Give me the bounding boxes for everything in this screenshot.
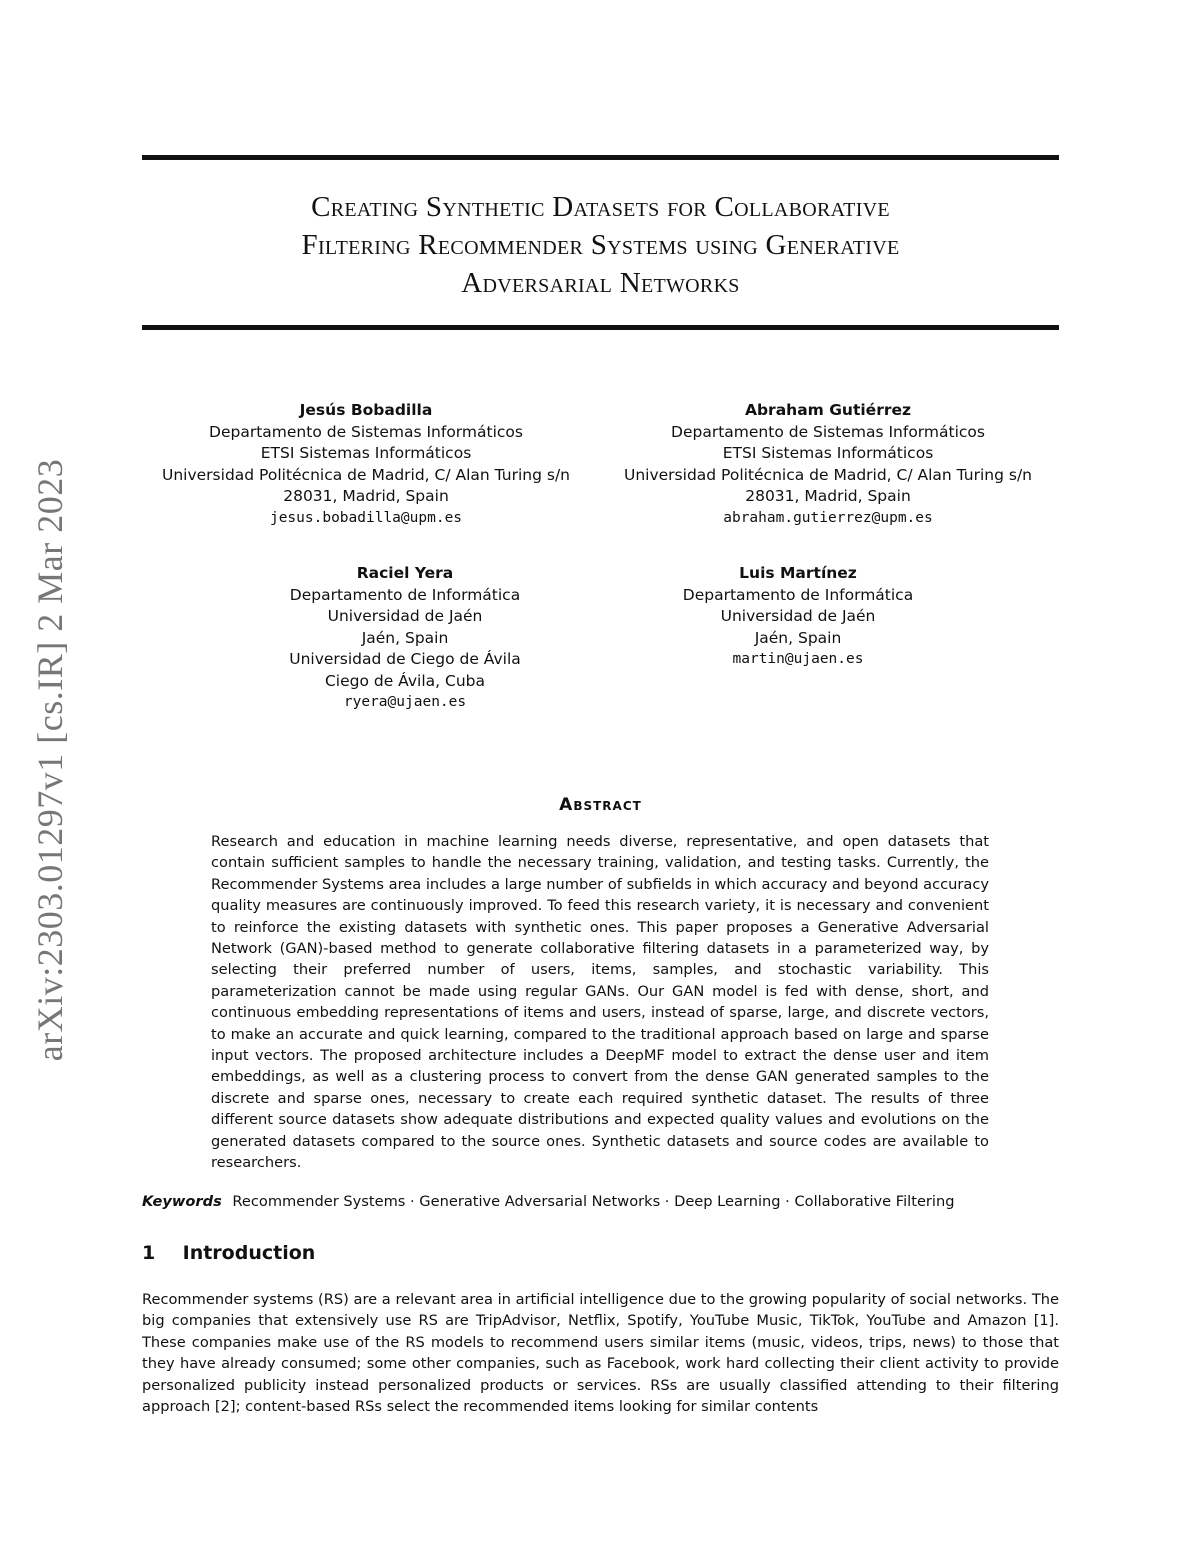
- author-block: [126, 400, 606, 529]
- section-number: 1: [142, 1242, 156, 1264]
- author-email[interactable]: ryera@ujaen.es: [343, 694, 467, 710]
- title-rule-bottom: [142, 325, 1059, 330]
- keywords-label: Keywords: [142, 1193, 222, 1210]
- author-email[interactable]: abraham.gutierrez@upm.es: [723, 509, 933, 526]
- paper-title: [142, 188, 1059, 302]
- author-affiliation: Ciego de Ávila, Cuba: [324, 671, 486, 690]
- author-name: Abraham Gutiérrez: [744, 401, 912, 419]
- abstract-heading: Abstract: [559, 795, 642, 815]
- author-affiliation: ETSI Sistemas Informáticos: [722, 444, 934, 462]
- section-heading: [142, 1242, 315, 1264]
- title-line: Filtering Recommender Systems using Generative: [301, 229, 900, 261]
- title-line: Creating Synthetic Datasets for Collaborative: [311, 191, 890, 223]
- author-affiliation: Departamento de Sistemas Informáticos: [671, 422, 985, 441]
- author-name: Luis Martínez: [739, 564, 857, 582]
- author-affiliation: Universidad Politécnica de Madrid, C/ Alan Turing s/n: [624, 465, 1032, 484]
- author-name: Raciel Yera: [356, 564, 454, 582]
- author-affiliation: Jaén, Spain: [754, 628, 842, 647]
- arxiv-stamp-text: arXiv:2303.01297v1 [cs.IR] 2 Mar 2023: [30, 458, 70, 1062]
- title-line: Adversarial Networks: [461, 267, 740, 299]
- author-affiliation: ETSI Sistemas Informáticos: [260, 444, 472, 462]
- introduction-text: Recommender systems (RS) are a relevant area in artificial intelligence due to the growing popularity of social networks. The big companies that extensively use RS are TripAdvisor, Netflix, Spotify, YouTube Music, TikTok, YouTube and Amazon [1]. These companies make use of the RS models to recommend users similar items (music, videos, trips, news) to those that they have already consumed; some other companies, such as Facebook, work hard collecting their client activity to provide personalized publicity instead personalized products or services. RSs are usually classified attending to their filtering approach [2]; content-based RSs select the recommended items looking for similar contents: [142, 1291, 1059, 1416]
- author-affiliation: Jaén, Spain: [361, 628, 449, 647]
- title-rule-top: [142, 155, 1059, 160]
- author-affiliation: Universidad Politécnica de Madrid, C/ Alan Turing s/n: [162, 465, 570, 484]
- keywords-text: Recommender Systems · Generative Adversarial Networks · Deep Learning · Collaborative Filtering: [232, 1193, 955, 1210]
- author-block: [558, 563, 1038, 671]
- section-title: Introduction: [182, 1242, 316, 1264]
- author-affiliation: 28031, Madrid, Spain: [745, 487, 911, 505]
- author-name: Jesús Bobadilla: [299, 401, 433, 419]
- author-email[interactable]: jesus.bobadilla@upm.es: [269, 509, 463, 526]
- author-affiliation: Departamento de Informática: [289, 585, 521, 604]
- keywords-line: [142, 1191, 1059, 1212]
- author-affiliation: Universidad de Jaén: [720, 607, 876, 625]
- author-affiliation: Departamento de Informática: [682, 585, 914, 604]
- author-affiliation: Universidad de Ciego de Ávila: [289, 650, 521, 668]
- author-affiliation: Universidad de Jaén: [327, 607, 483, 625]
- abstract-text: Research and education in machine learning needs diverse, representative, and open datasets that contain sufficient samples to handle the necessary training, validation, and testing tasks. Currently, the Recommender Systems area includes a large number of subfields in which accuracy and beyond accuracy quality measures are continuously improved. To feed this research variety, it is necessary and convenient to reinforce the existing datasets with synthetic ones. This paper proposes a Generative Adversarial Network (GAN)-based method to generate collaborative filtering datasets in a parameterized way, by selecting their preferred number of users, items, samples, and stochastic variability. This parameterization cannot be made using regular GANs. Our GAN model is fed with dense, short, and continuous embedding representations of items and users, instead of sparse, large, and discrete vectors, to make an accurate and quick learning, compared to the traditional approach based on large and sparse input vectors. The proposed architecture includes a DeepMF model to extract the dense user and item embeddings, as well as a clustering process to convert from the dense GAN generated samples to the discrete and sparse ones, necessary to create each required synthetic dataset. The results of three different source datasets show adequate distributions and expected quality values and evolutions on the generated datasets compared to the source ones. Synthetic datasets and source codes are available to researchers.: [211, 833, 989, 1172]
- author-affiliation: Departamento de Sistemas Informáticos: [209, 422, 523, 441]
- author-block: [588, 400, 1068, 529]
- author-affiliation: 28031, Madrid, Spain: [283, 487, 449, 505]
- author-email[interactable]: martin@ujaen.es: [732, 651, 864, 667]
